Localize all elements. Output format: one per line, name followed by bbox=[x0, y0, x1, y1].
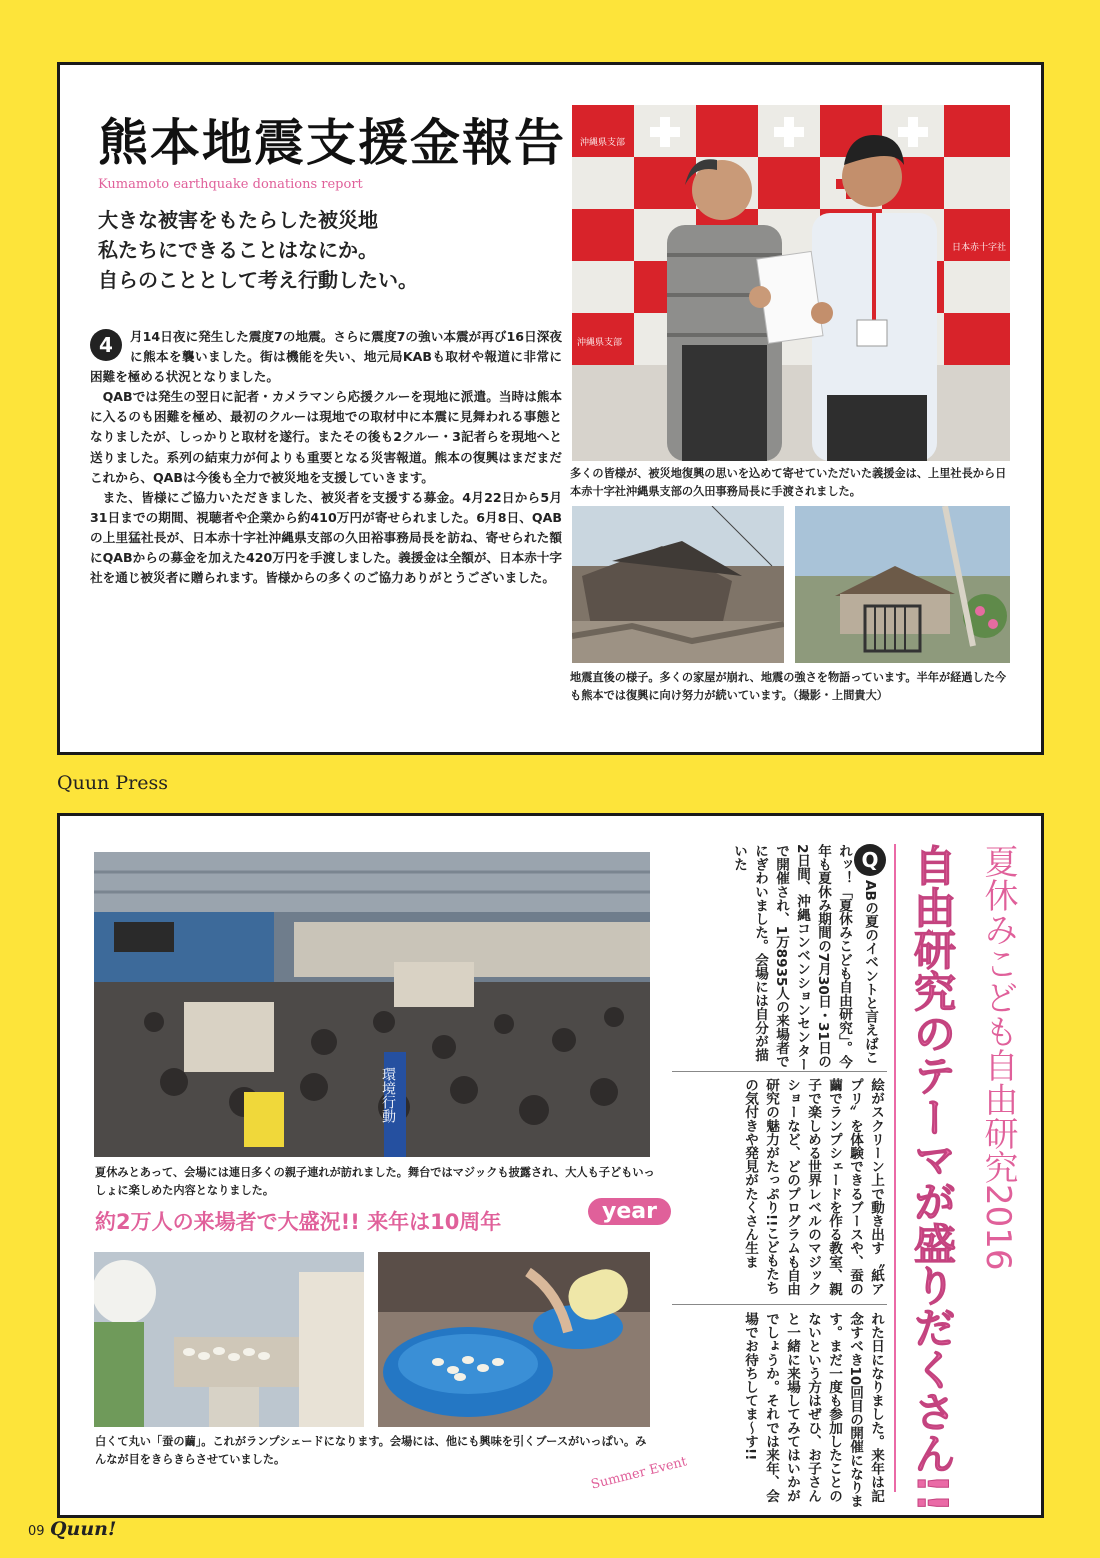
article-column-2: 絵がスクリーン上で動き出す〝紙アプリ〟を体験できるブースや、蚕の繭でランプシェードを作る教室、親子で楽しめる世界レベルのマジックショーなど、どのプログラムも自由研究の魅力がたっぷり!!こどもたちの気付きや発見がたくさん生ま bbox=[742, 1078, 884, 1296]
donation-handover-photo bbox=[572, 105, 1010, 461]
cocoon-table-illustration bbox=[94, 1252, 364, 1427]
cocoon-basin-photo bbox=[378, 1252, 650, 1427]
title-rule bbox=[894, 844, 896, 1492]
banner-text: 沖縄県支部 bbox=[580, 138, 626, 148]
cocoon-caption: 白くて丸い「蚕の繭」。これがランプシェードになります。会場には、他にも興味を引くブースがいっぱい。みんなが目をきらきらさせていました。 bbox=[95, 1435, 647, 1466]
article-body bbox=[90, 327, 562, 588]
cocoon-basin-illustration bbox=[378, 1252, 650, 1427]
article-title: 熊本地震支援金報告 bbox=[98, 114, 566, 172]
handover-caption: 多くの皆様が、被災地復興の思いを込めて寄せていただいた義援金は、上里社長から日本赤十字社沖縄県支部の久田事務局長に手渡されました。 bbox=[570, 467, 1007, 498]
damage-caption: 地震直後の様子。多くの家屋が崩れ、地震の強さを物語っています。半年が経過した今も熊本では復興に向け努力が続いています。（撮影・上間貴大） bbox=[570, 671, 1007, 702]
magazine-logo: Quun! bbox=[50, 1518, 117, 1540]
paragraph: 4 月14日夜に発生した震度7の地震。さらに震度7の強い本震が再び16日深夜に熊本を襲いました。街は機能を失い、地元局KABも取材や報道に非常に困難を極める状況となりました。 bbox=[90, 329, 562, 385]
paragraph: QABでは発生の翌日に記者・カメラマンら応援クルーを現地に派遣。当時は熊本に入るのも困難を極め、最初のクルーは現地での取材中に本震に見舞われる事態となりましたが、しっかりと取材を遂行。またその後も2クルー・3記者らを現地へと送りました。系列の結束力が何よりも重要となる災害報道。熊本の復興はまだまだこれから、QABは今後も全力で被災地を支援していきます。 bbox=[90, 389, 563, 485]
vertical-title-main: 自由研究のテーマが盛りだくさん!! bbox=[908, 844, 957, 1513]
article-column-3: れた日になりました。来年は記念すべき10回目の開催になります。まだ一度も参加したことのないという方はぜひ、お子さんと一緒に来場してみてはいかがでしょうか。それでは来年、会場でお待ちしてま〜す!! bbox=[742, 1312, 884, 1508]
dropcap: 4 bbox=[90, 329, 122, 361]
column-divider bbox=[672, 1304, 887, 1305]
damaged-gate-illustration bbox=[795, 506, 1010, 663]
hall-caption: 夏休みとあって、会場には連日多くの親子連れが訪れました。舞台ではマジックも披露され、大人も子どもいっしょに楽しめた内容となりました。 bbox=[95, 1166, 655, 1197]
banner-text: 沖縄県支部 bbox=[577, 338, 623, 348]
damage-photo-2 bbox=[795, 506, 1010, 663]
crowd-hall-illustration bbox=[94, 852, 650, 1157]
paragraph: また、皆様にご協力いただきました、被災者を支援する募金。4月22日から5月31日までの期間、視聴者や企業から約410万円が寄せられました。6月8日、QABの上里猛社長が、日本赤十字社沖縄県支部の久田裕事務局長を訪ね、寄せられた額にQABからの募金を加えた420万円を手渡しました。義援金は全額が、日本赤十字社を通じ被災者に贈られます。皆様からの多くのご協力ありがとうございました。 bbox=[90, 489, 562, 586]
lead-text bbox=[98, 205, 568, 295]
summer-event-label: Summer Event bbox=[589, 1454, 689, 1493]
dropcap-q: Q bbox=[854, 844, 886, 876]
vertical-title-sub: 夏休みこども自由研究2016 bbox=[978, 844, 1018, 1271]
collapsed-house-illustration bbox=[572, 506, 784, 663]
banner-text: 日本赤十字社 bbox=[952, 243, 1007, 253]
section-label: Quun Press bbox=[57, 772, 168, 794]
cocoon-booth-photo bbox=[94, 1252, 364, 1427]
article-subtitle-en: Kumamoto earthquake donations report bbox=[98, 177, 363, 192]
damage-photo-1 bbox=[572, 506, 784, 663]
article-column-1: QABの夏のイベントと言えばこれッ！「夏休みこども自由研究」。今年も夏休み期間の7月30日・31日の2日間、沖縄コンベンションセンターで開催され、1万8935人の来場者でにぎわいました。会場には自分が描いた bbox=[671, 844, 886, 1072]
column-divider bbox=[672, 1071, 887, 1072]
lead-line: 自らのこととして考え行動したい。 bbox=[98, 268, 418, 292]
summer-event-panel bbox=[57, 813, 1044, 1518]
lead-line: 私たちにできることはなにか。 bbox=[98, 238, 378, 262]
event-hall-photo bbox=[94, 852, 650, 1157]
lead-line: 大きな被害をもたらした被災地 bbox=[98, 208, 378, 232]
sign-text: 環境行動 bbox=[380, 1067, 396, 1123]
year-badge: year bbox=[588, 1198, 671, 1225]
page-number: 09 bbox=[28, 1524, 45, 1539]
donation-report-panel bbox=[57, 62, 1044, 755]
event-headline: 約2万人の来場者で大盛況!! 来年は10周年 bbox=[95, 1210, 502, 1234]
handover-illustration bbox=[572, 105, 1010, 461]
